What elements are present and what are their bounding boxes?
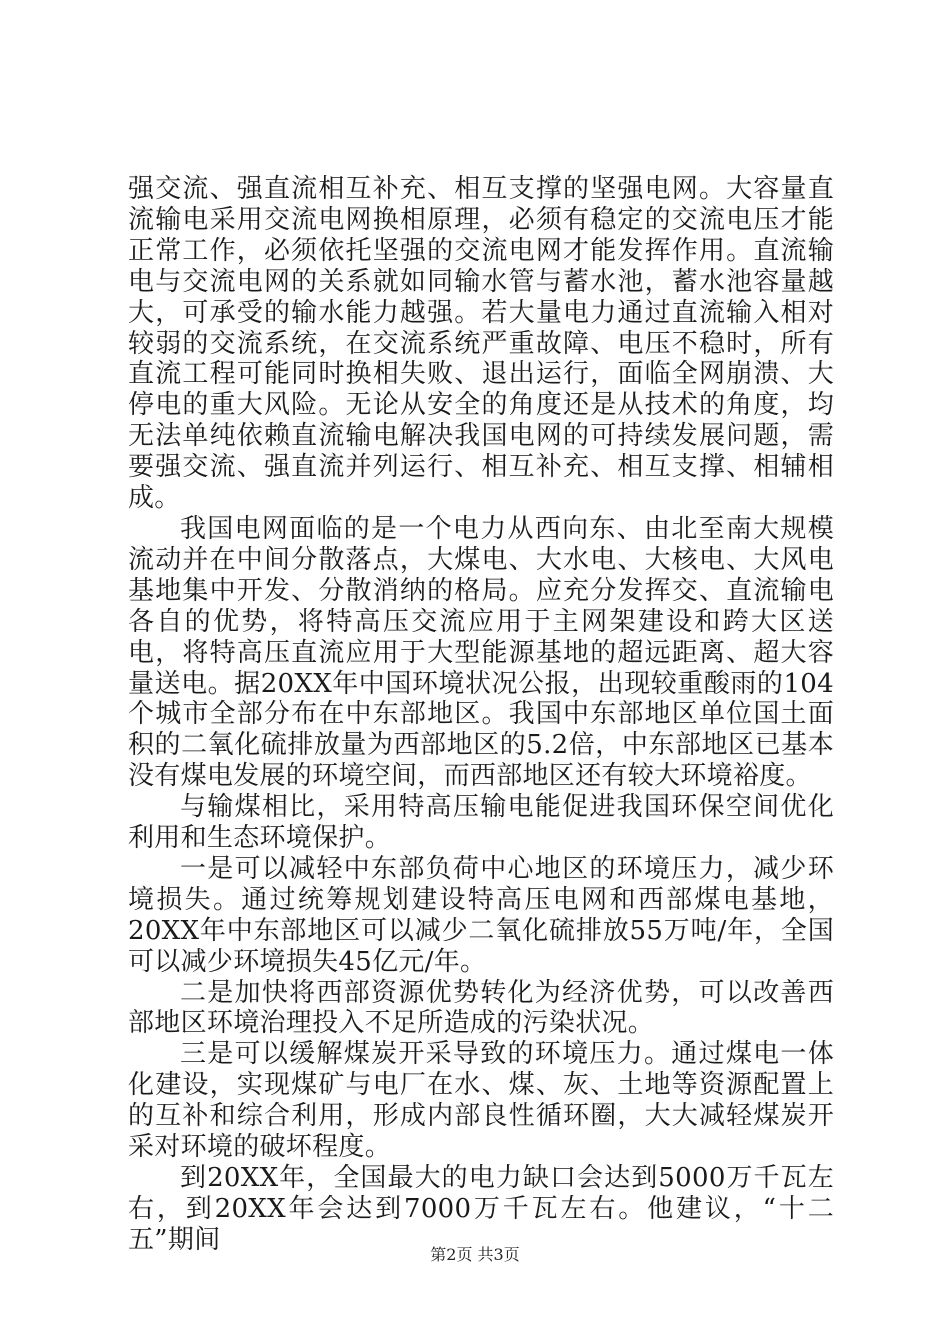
document-body xyxy=(128,174,834,1256)
paragraph-3: 与输煤相比，采用特高压输电能促进我国环保空间优化利用和生态环境保护。 xyxy=(128,792,834,854)
paragraph-6: 三是可以缓解煤炭开采导致的环境压力。通过煤电一体化建设，实现煤矿与电厂在水、煤、灰、土地等资源配置上的互补和综合利用，形成内部良性循环圈，大大减轻煤炭开采对环境的破坏程度。 xyxy=(128,1039,834,1163)
paragraph-4: 一是可以减轻中东部负荷中心地区的环境压力，减少环境损失。通过统筹规划建设特高压电网和西部煤电基地，20XX年中东部地区可以减少二氧化硫排放55万吨/年，全国可以减少环境损失45亿元/年。 xyxy=(128,853,834,977)
paragraph-5: 二是加快将西部资源优势转化为经济优势，可以改善西部地区环境治理投入不足所造成的污染状况。 xyxy=(128,977,834,1039)
page-footer: 第2页 共3页 xyxy=(430,1245,520,1264)
paragraph-1: 强交流、强直流相互补充、相互支撑的坚强电网。大容量直流输电采用交流电网换相原理，必须有稳定的交流电压才能正常工作，必须依托坚强的交流电网才能发挥作用。直流输电与交流电网的关系就如同输水管与蓄水池，蓄水池容量越大，可承受的输水能力越强。若大量电力通过直流输入相对较弱的交流系统，在交流系统严重故障、电压不稳时，所有直流工程可能同时换相失败、退出运行，面临全网崩溃、大停电的重大风险。无论从安全的角度还是从技术的角度，均无法单纯依赖直流输电解决我国电网的可持续发展问题，需要强交流、强直流并列运行、相互补充、相互支撑、相辅相成。 xyxy=(128,174,834,514)
paragraph-7: 到20XX年，全国最大的电力缺口会达到5000万千瓦左右，到20XX年会达到7000万千瓦左右。他建议，“十二五”期间 xyxy=(128,1163,834,1255)
paragraph-2: 我国电网面临的是一个电力从西向东、由北至南大规模流动并在中间分散落点，大煤电、大水电、大核电、大风电基地集中开发、分散消纳的格局。应充分发挥交、直流输电各自的优势，将特高压交流应用于主网架建设和跨大区送电，将特高压直流应用于大型能源基地的超远距离、超大容量送电。据20XX年中国环境状况公报，出现较重酸雨的104个城市全部分布在中东部地区。我国中东部地区单位国土面积的二氧化硫排放量为西部地区的5.2倍，中东部地区已基本没有煤电发展的环境空间，而西部地区还有较大环境裕度。 xyxy=(128,513,834,792)
